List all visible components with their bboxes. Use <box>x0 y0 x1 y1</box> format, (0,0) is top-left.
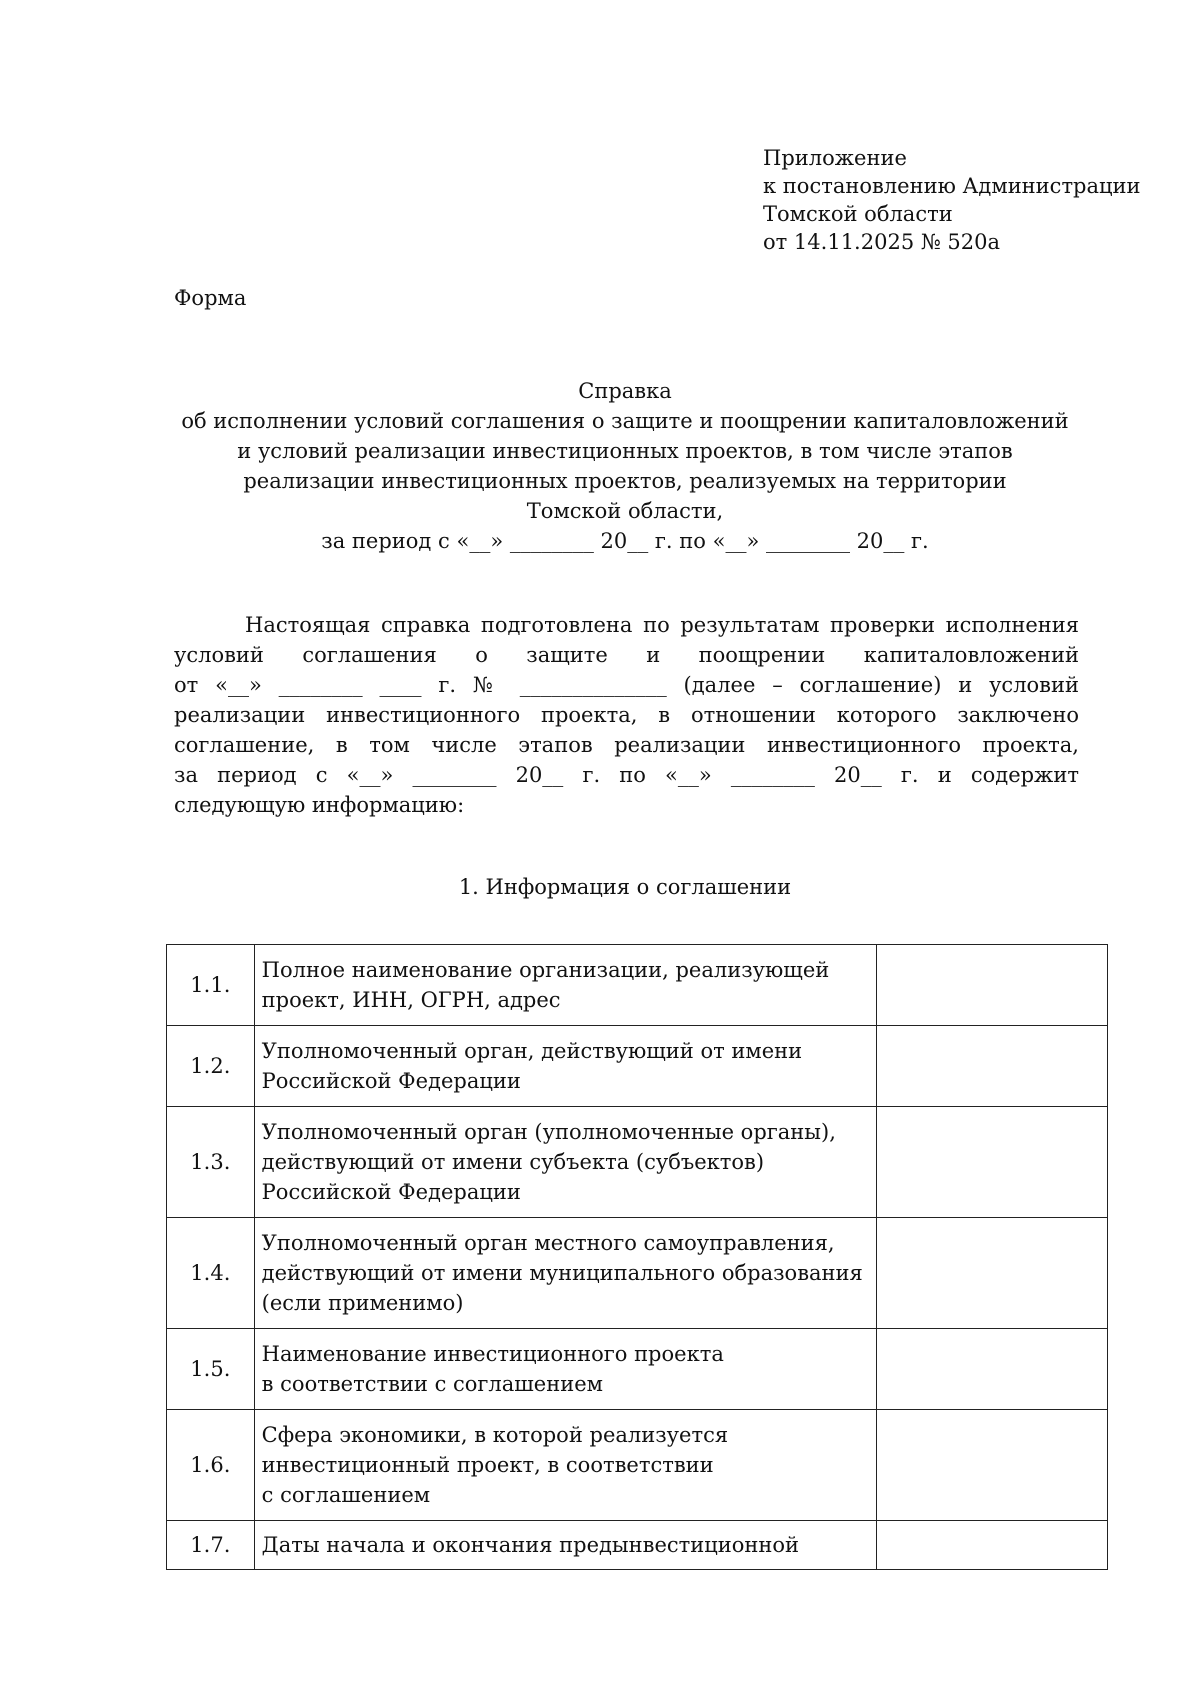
document-title <box>150 376 1100 556</box>
row-description-line: (если применимо) <box>261 1291 464 1315</box>
row-description-line: Уполномоченный орган (уполномоченные органы), <box>261 1120 836 1144</box>
row-description-line: действующий от имени субъекта (субъектов) <box>261 1150 765 1174</box>
title-period-line: за период с «__» ________ 20__ г. по «__» ________ 20__ г. <box>321 529 929 553</box>
section-title: 1. Информация о соглашении <box>458 875 792 899</box>
row-number: 1.2. <box>167 1026 255 1107</box>
annex-line: Приложение <box>763 146 907 170</box>
table-row <box>167 1329 1108 1410</box>
table-row <box>167 1218 1108 1329</box>
row-description-line: в соответствии с соглашением <box>261 1372 603 1396</box>
annex-line: к постановлению Администрации <box>763 174 1141 198</box>
row-description-line: с соглашением <box>261 1483 431 1507</box>
row-description-line: проект, ИНН, ОГРН, адрес <box>261 988 561 1012</box>
row-value-cell[interactable] <box>876 1521 1107 1570</box>
row-number: 1.3. <box>167 1107 255 1218</box>
row-number: 1.6. <box>167 1410 255 1521</box>
row-description-line: Сфера экономики, в которой реализуется <box>261 1423 729 1447</box>
title-line: Справка <box>578 379 672 403</box>
row-value-cell[interactable] <box>876 1218 1107 1329</box>
table-row <box>167 1026 1108 1107</box>
paragraph-line: реализации инвестиционного проекта, в отношении которого заключено <box>174 703 1079 727</box>
row-description-line: инвестиционный проект, в соответствии <box>261 1453 714 1477</box>
row-description-line: Российской Федерации <box>261 1069 521 1093</box>
row-description-line: Даты начала и окончания предынвестиционной <box>261 1533 800 1557</box>
row-number: 1.7. <box>167 1521 255 1570</box>
row-value-cell[interactable] <box>876 1107 1107 1218</box>
row-description <box>254 945 876 1026</box>
row-number: 1.1. <box>167 945 255 1026</box>
annex-line: от 14.11.2025 № 520а <box>763 230 1000 254</box>
row-description-line: Полное наименование организации, реализующей <box>261 958 830 982</box>
paragraph-line: соглашение, в том числе этапов реализации инвестиционного проекта, <box>174 733 1079 757</box>
annex-line: Томской области <box>763 202 953 226</box>
row-description-line: действующий от имени муниципального образования <box>261 1261 863 1285</box>
row-description-line: Уполномоченный орган местного самоуправления, <box>261 1231 835 1255</box>
row-value-cell[interactable] <box>876 945 1107 1026</box>
table-row <box>167 945 1108 1026</box>
row-number: 1.5. <box>167 1329 255 1410</box>
row-value-cell[interactable] <box>876 1410 1107 1521</box>
row-value-cell[interactable] <box>876 1026 1107 1107</box>
paragraph-line: от «__» ________ ____ г. № ______________ (далее – соглашение) и условий <box>174 673 1079 697</box>
title-line: Томской области, <box>526 499 724 523</box>
row-description <box>254 1410 876 1521</box>
row-description-line: Российской Федерации <box>261 1180 521 1204</box>
agreement-info-table-body <box>167 945 1108 1570</box>
title-line: об исполнении условий соглашения о защите и поощрении капиталовложений <box>181 409 1069 433</box>
paragraph-line: Настоящая справка подготовлена по результатам проверки исполнения <box>245 613 1079 637</box>
row-description <box>254 1026 876 1107</box>
form-label: Форма <box>174 286 247 310</box>
row-description <box>254 1218 876 1329</box>
intro-paragraph <box>174 610 1079 820</box>
row-value-cell[interactable] <box>876 1329 1107 1410</box>
table-row <box>167 1410 1108 1521</box>
table-row <box>167 1521 1108 1570</box>
paragraph-line: за период с «__» ________ 20__ г. по «__» ________ 20__ г. и содержит <box>174 763 1079 787</box>
paragraph-line: условий соглашения о защите и поощрении капиталовложений <box>174 643 1079 667</box>
row-description-line: Наименование инвестиционного проекта <box>261 1342 724 1366</box>
row-description-line: Уполномоченный орган, действующий от имени <box>261 1039 803 1063</box>
row-description <box>254 1107 876 1218</box>
table-row <box>167 1107 1108 1218</box>
row-number: 1.4. <box>167 1218 255 1329</box>
title-line: реализации инвестиционных проектов, реализуемых на территории <box>243 469 1007 493</box>
paragraph-line: следующую информацию: <box>174 793 465 817</box>
agreement-info-table <box>166 944 1108 1570</box>
row-description <box>254 1329 876 1410</box>
annex-block <box>763 144 1141 256</box>
title-line: и условий реализации инвестиционных проектов, в том числе этапов <box>237 439 1013 463</box>
row-description <box>254 1521 876 1570</box>
